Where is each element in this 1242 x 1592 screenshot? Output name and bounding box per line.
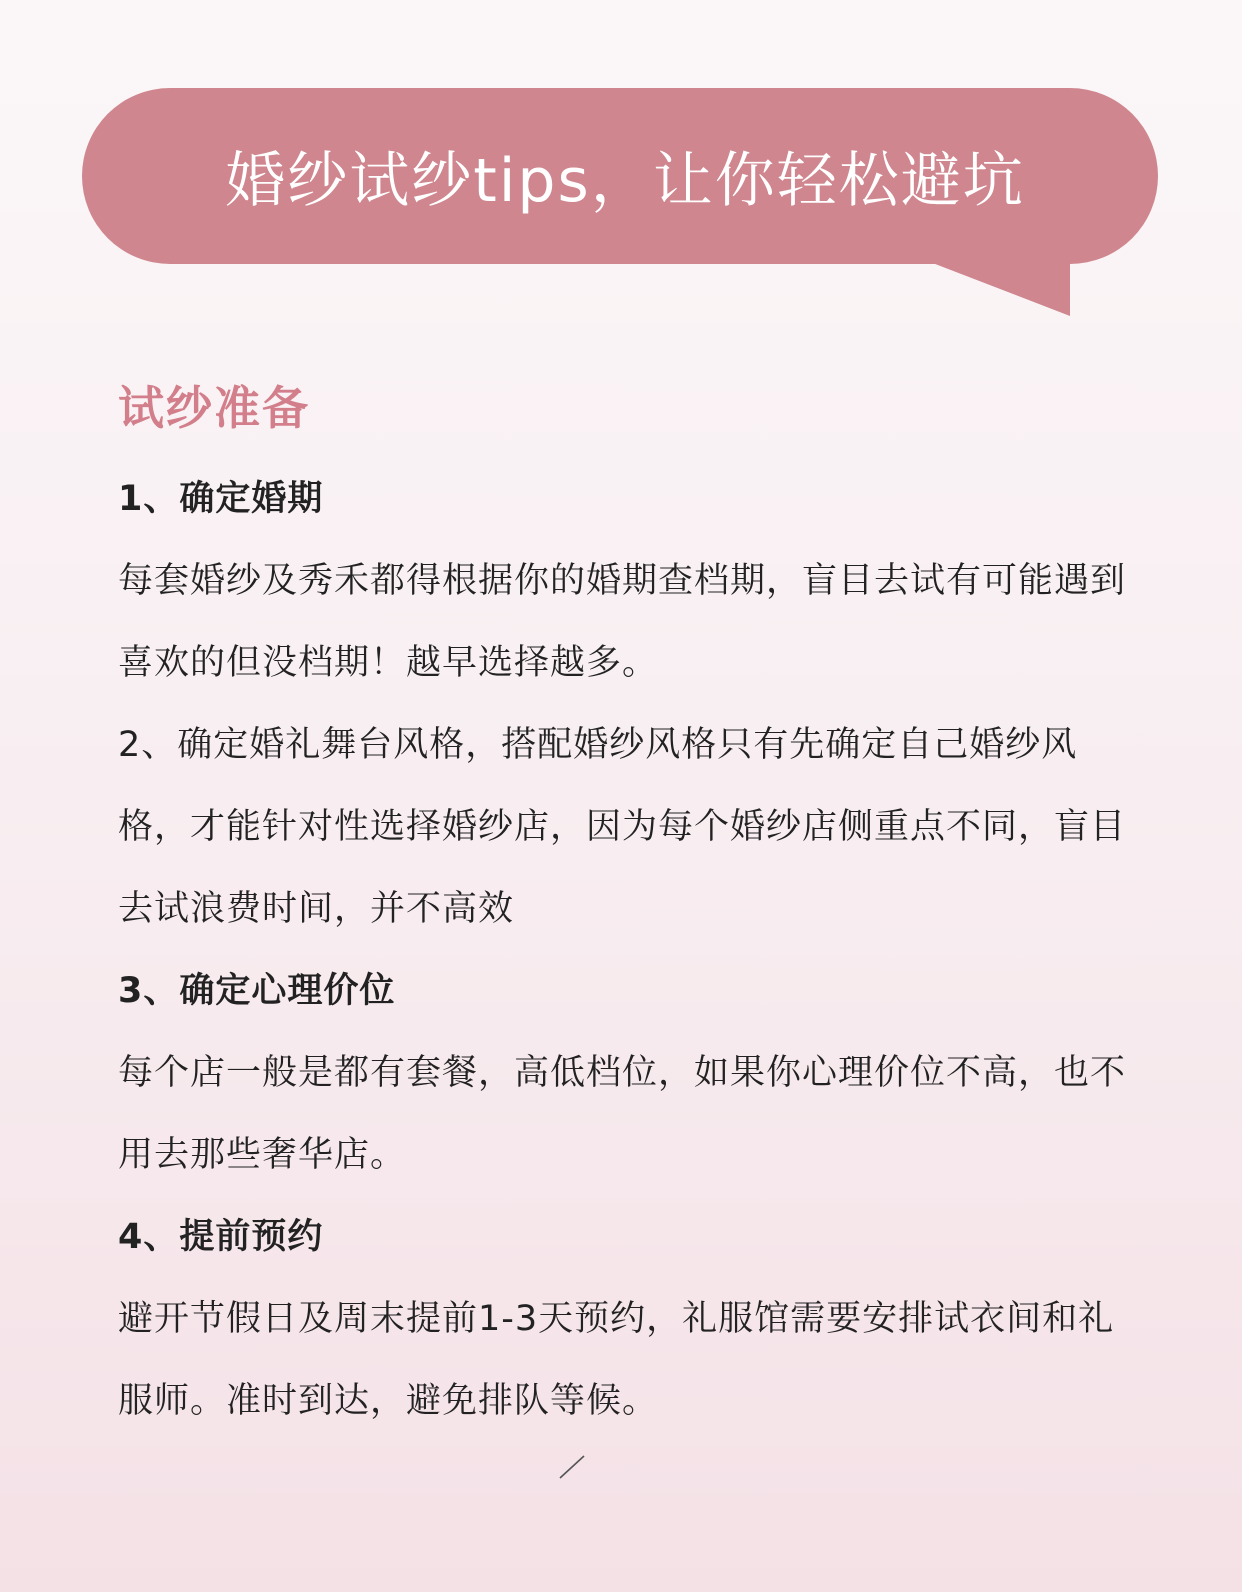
- tip-body-1: 每套婚纱及秀禾都得根据你的婚期查档期，盲目去试有可能遇到喜欢的但没档期！越早选择越多。: [118, 561, 1127, 683]
- tip-heading-3: 3、确定心理价位: [118, 971, 396, 1011]
- section-title: 试纱准备: [118, 381, 310, 435]
- tip-body-4: 避开节假日及周末提前1-3天预约，礼服馆需要安排试衣间和礼服师。准时到达，避免排队等候。: [118, 1299, 1115, 1421]
- tip-heading-1: 1、确定婚期: [118, 479, 324, 519]
- tips-content: [118, 458, 1138, 1442]
- tip-heading-4: 4、提前预约: [118, 1217, 324, 1257]
- page-title: 婚纱试纱tips，让你轻松避坑: [225, 146, 1025, 216]
- tip-body-3: 每个店一般是都有套餐，高低档位，如果你心理价位不高，也不用去那些奢华店。: [118, 1053, 1127, 1175]
- tip-body-2: 2、确定婚礼舞台风格，搭配婚纱风格只有先确定自己婚纱风格，才能针对性选择婚纱店，因为每个婚纱店侧重点不同，盲目去试浪费时间，并不高效: [118, 725, 1127, 929]
